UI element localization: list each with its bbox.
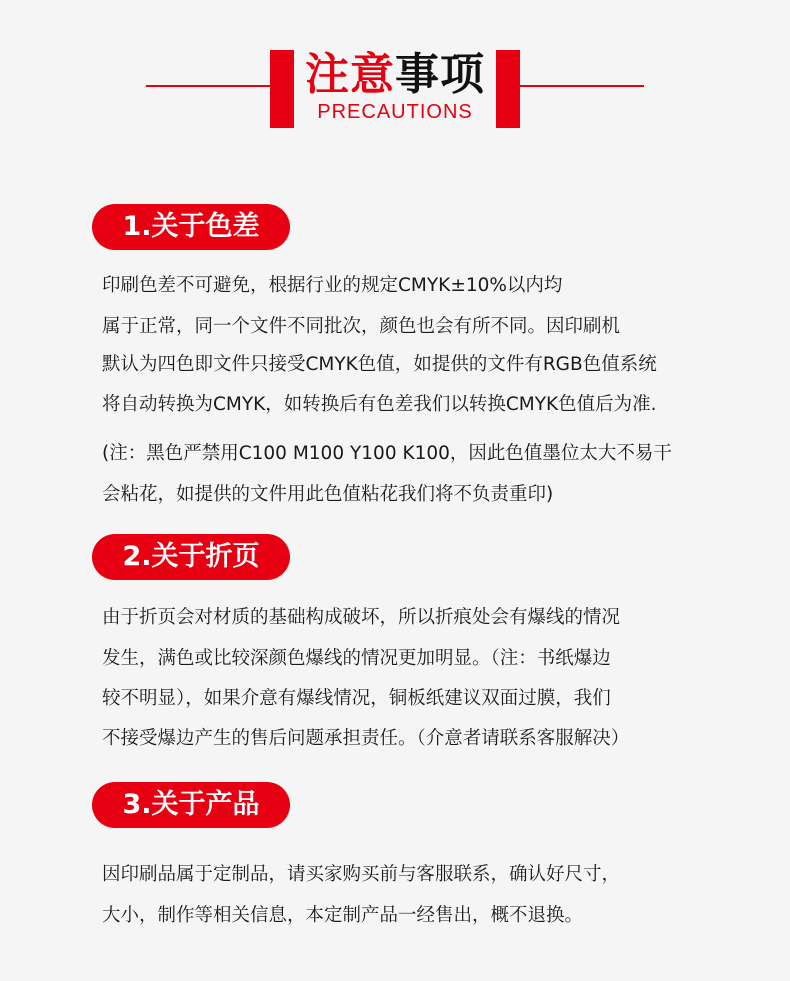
header-bar-right (496, 50, 520, 128)
section-1-note-line: 会粘花，如提供的文件用此色值粘花我们将不负责重印) (102, 484, 554, 505)
section-2-line: 不接受爆边产生的售后问题承担责任。（介意者请联系客服解决） (102, 728, 630, 749)
header-divider-right (520, 85, 644, 87)
section-heading-folding: 2.关于折页 (92, 534, 290, 580)
section-heading-color-difference: 1.关于色差 (92, 204, 290, 250)
page-subtitle: PRECAUTIONS (317, 101, 473, 123)
section-2-line: 发生，满色或比较深颜色爆线的情况更加明显。（注：书纸爆边 (102, 648, 611, 669)
section-1-line: 将自动转换为CMYK，如转换后有色差我们以转换CMYK色值后为准. (102, 394, 657, 415)
section-1-line: 印刷色差不可避免，根据行业的规定CMYK±10%以内均 (102, 275, 563, 296)
section-1-note-line: (注：黑色严禁用C100 M100 Y100 K100，因此色值墨位太大不易干 (102, 443, 672, 464)
header-divider-left (146, 85, 270, 87)
page-title-part2: 事项 (395, 49, 485, 100)
page-title-part1: 注意 (305, 49, 395, 100)
header-bar-left (270, 50, 294, 128)
section-1-line: 属于正常，同一个文件不同批次，颜色也会有所不同。因印刷机 (102, 316, 621, 337)
section-heading-product: 3.关于产品 (92, 782, 290, 828)
section-2-line: 由于折页会对材质的基础构成破坏，所以折痕处会有爆线的情况 (102, 607, 621, 628)
section-3-line: 大小，制作等相关信息，本定制产品一经售出，概不退换。 (102, 905, 584, 926)
section-2-line: 较不明显），如果介意有爆线情况，铜板纸建议双面过膜，我们 (102, 688, 611, 709)
section-1-line: 默认为四色即文件只接受CMYK色值，如提供的文件有RGB色值系统 (102, 354, 657, 375)
page-title (294, 48, 496, 102)
section-3-line: 因印刷品属于定制品，请买家购买前与客服联系，确认好尺寸， (102, 864, 621, 885)
